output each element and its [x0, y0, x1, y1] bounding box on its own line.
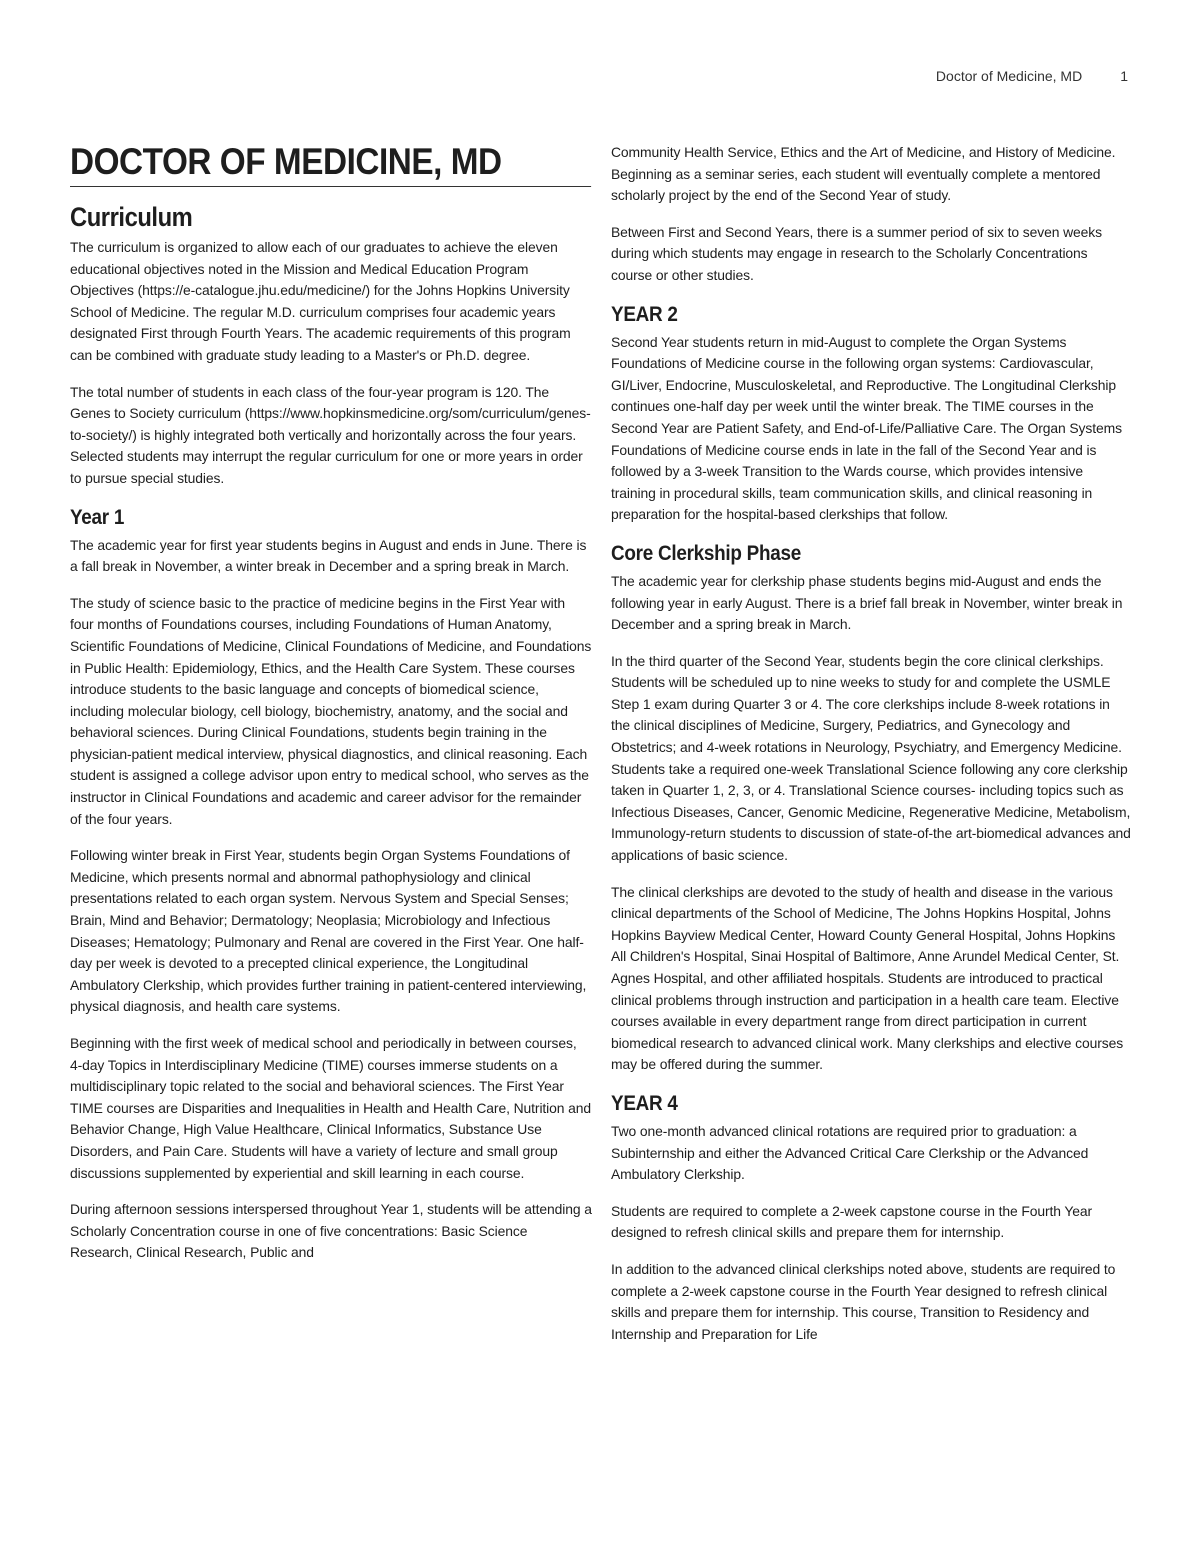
year1-paragraph-2: The study of science basic to the practice of medicine begins in the First Year with four months of Foundations courses, including Foundations of Human Anatomy, Scientific Foundations of Medicine, Clinical Foundations of Medicine, and Foundations in Public Health: Epidemiology, Ethics, and the Health Care System. These courses introduce students to the basic language and concepts of biomedical science, including molecular biology, cell biology, biochemistry, anatomy, and the social and behavioral sciences. During Clinical Foundations, students begin training in the physician-patient medical interview, physical diagnostics, and clinical reasoning. Each student is assigned a college advisor upon entry to medical school, who serves as the instructor in Clinical Foundations and academic and career advisor for the remainder of the four years. — [70, 594, 592, 827]
year1-heading: Year 1 — [70, 505, 125, 529]
year1-paragraph-4: Beginning with the first week of medical school and periodically in between courses, 4-day Topics in Interdisciplinary Medicine (TIME) courses immerse students on a multidisciplinary topic related to the social and behavioral sciences. The First Year TIME courses are Disparities and Inequalities in Health and Health Care, Nutrition and Behavior Change, High Value Healthcare, Clinical Informatics, Substance Use Disorders, and Pain Care. Students will have a variety of lecture and small group discussions supplemented by experiential and skill learning in each course. — [70, 1035, 592, 1181]
year4-paragraph-3: In addition to the advanced clinical clerkships noted above, students are required to complete a 2-week capstone course in the Fourth Year designed to refresh clinical skills and prepare them for internship. This course, Transition to Residency and Internship and Preparation for Life — [611, 1260, 1116, 1342]
running-header — [936, 68, 1128, 84]
page-title: DOCTOR OF MEDICINE, MD — [70, 142, 591, 187]
year1-paragraph-3: Following winter break in First Year, students begin Organ Systems Foundations of Medicine, which presents normal and abnormal pathophysiology and clinical presentations related to each organ system. Nervous System and Special Senses; Brain, Mind and Behavior; Dermatology; Neoplasia; Microbiology and Infectious Diseases; Hematology; Pulmonary and Renal are covered in the First Year. One half-day per week is devoted to a precepted clinical experience, the Longitudinal Ambulatory Clerkship, which provides further training in patient-centered interviewing, physical diagnosis, and health care systems. — [70, 847, 587, 1015]
running-title: Doctor of Medicine, MD — [935, 68, 1083, 84]
curriculum-heading: Curriculum — [70, 202, 193, 232]
curriculum-paragraph-2: The total number of students in each class of the four-year program is 120. The Genes to Society curriculum (https://www.hopkinsmedicine.org/som/curriculum/genes-to-society/) is highly integrated both vertically and horizontally across the four years. Selected students may interrupt the regular curriculum for one or more years in order to pursue special studies. — [70, 383, 591, 486]
continued-paragraph-1: Community Health Service, Ethics and the Art of Medicine, and History of Medicine. Beginning as a seminar series, each student will eventually complete a mentored scholarly project by the end of the Second Year of study. — [611, 144, 1116, 204]
curriculum-paragraph-1: The curriculum is organized to allow each of our graduates to achieve the eleven educational objectives noted in the Mission and Medical Education Program Objectives (https://e-catalogue.jhu.edu/medicine/) for the Johns Hopkins University School of Medicine. The regular M.D. curriculum comprises four academic years designated First through Fourth Years. The academic requirements of this program can be combined with graduate study leading to a Master's or Ph.D. degree. — [70, 239, 571, 363]
core-clerkship-heading: Core Clerkship Phase — [611, 541, 801, 565]
core-clerkship-paragraph-1: The academic year for clerkship phase students begins mid-August and ends the following year in early August. There is a brief fall break in November, winter break in December and a spring break in March. — [611, 572, 1123, 633]
page-number: 1 — [1120, 68, 1128, 84]
year1-paragraph-5: During afternoon sessions interspersed throughout Year 1, students will be attending a Scholarly Concentration course in one of five concentrations: Basic Science Research, Clinical Research, Public and — [70, 1201, 592, 1261]
core-clerkship-paragraph-3: The clinical clerkships are devoted to the study of health and disease in the various clinical departments of the School of Medicine, The Johns Hopkins Hospital, Johns Hopkins Bayview Medical Center, Howard County General Hospital, Johns Hopkins All Children's Hospital, Sinai Hospital of Baltimore, Anne Arundel Medical Center, St. Agnes Hospital, and other affiliated hospitals. Students are introduced to practical clinical problems through instruction and participation in a health care team. Elective courses available in every department range from direct participation in current biomedical research to advanced clinical work. Many clerkships and elective courses may be offered during the summer. — [611, 883, 1124, 1073]
core-clerkship-paragraph-2: In the third quarter of the Second Year, students begin the core clinical clerkships. Students will be scheduled up to nine weeks to study for and complete the USMLE Step 1 exam during Quarter 3 or 4. The core clerkships include 8-week rotations in the clinical disciplines of Medicine, Surgery, Pediatrics, and Gynecology and Obstetrics; and 4-week rotations in Neurology, Psychiatry, and Emergency Medicine. Students take a required one-week Translational Science following any core clerkship taken in Quarter 1, 2, 3, or 4. Translational Science courses- including topics such as Infectious Diseases, Cancer, Genomic Medicine, Regenerative Medicine, Metabolism, Immunology-return students to discussion of state-of-the art-biomedical advances and applications of basic science. — [611, 652, 1131, 864]
year4-paragraph-1: Two one-month advanced clinical rotations are required prior to graduation: a Subinternship and either the Advanced Critical Care Clerkship or the Advanced Ambulatory Clerkship. — [611, 1122, 1089, 1183]
continued-paragraph-2: Between First and Second Years, there is a summer period of six to seven weeks during which students may engage in research to the Scholarly Concentrations course or other studies. — [611, 223, 1102, 283]
year1-paragraph-1: The academic year for first year students begins in August and ends in June. There is a fall break in November, a winter break in December and a spring break in March. — [70, 536, 587, 575]
left-column — [70, 142, 592, 1279]
year4-heading: YEAR 4 — [611, 1091, 678, 1115]
right-column — [611, 142, 1131, 1360]
year2-paragraph-1: Second Year students return in mid-August to complete the Organ Systems Foundations of Medicine course in the following organ systems: Cardiovascular, GI/Liver, Endocrine, Musculoskeletal, and Reproductive. The Longitudinal Clerkship continues one-half day per week until the winter break. The TIME courses in the Second Year are Patient Safety, and End-of-Life/Palliative Care. The Organ Systems Foundations of Medicine course ends in late in the fall of the Second Year and is followed by a 3-week Transition to the Wards course, which provides intensive training in procedural skills, team communication skills, and clinical reasoning in preparation for the hospital-based clerkships that follow. — [611, 333, 1122, 523]
year4-paragraph-2: Students are required to complete a 2-week capstone course in the Fourth Year designed to refresh clinical skills and prepare them for internship. — [611, 1202, 1093, 1241]
year2-heading: YEAR 2 — [611, 302, 678, 326]
